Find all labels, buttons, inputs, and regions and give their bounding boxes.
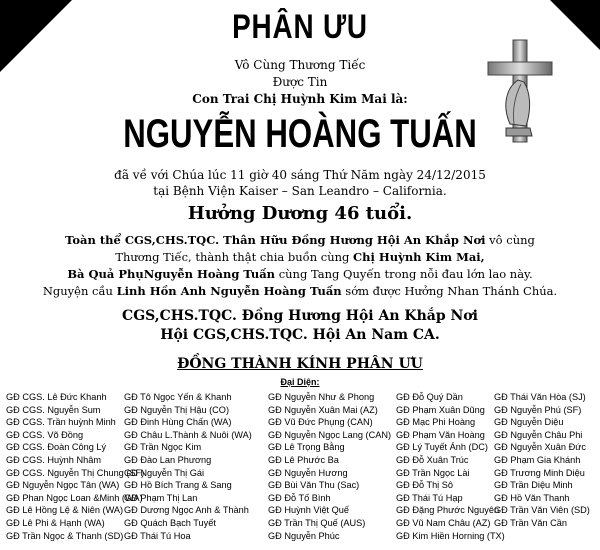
family-entry: GĐ Nguyễn Xuân Đức	[494, 442, 586, 453]
family-entry: GĐ Thái Tú Hoa	[124, 530, 191, 541]
family-entry: GĐ Vũ Nam Châu (AZ)	[396, 517, 491, 528]
family-entry: GĐ CGS. Nguyễn Sum	[6, 404, 101, 415]
family-entry: GĐ CGS. Đoàn Công Lý	[6, 442, 107, 453]
para-line2-pre: Thương Tiếc, thành thật chia buồn cùng	[115, 250, 354, 264]
group-heading: ĐỒNG THÀNH KÍNH PHÂN ƯU	[177, 356, 423, 372]
family-entry: GĐ Đỗ Tố Bình	[268, 492, 331, 503]
family-entry: GĐ Trần Văn Viên (SD)	[494, 505, 590, 516]
family-entry: GĐ Lê Trọng Bằng	[268, 442, 345, 453]
family-entry: GĐ Nguyễn Như & Phong	[268, 392, 375, 402]
para-line4-pre: Nguyện cầu	[42, 284, 117, 298]
family-entry: GĐ Đặng Phước Nguyên	[396, 505, 500, 516]
family-entry: GĐ Lý Tuyết Ánh (DC)	[396, 442, 488, 453]
family-entry: GĐ CGS. Huỳnh Nhâm	[6, 454, 101, 465]
family-entry: GĐ CGS. Nguyễn Thị Chung (SF)	[6, 467, 145, 478]
condolence-paragraph	[0, 232, 600, 300]
passing-line-1: đã về với Chúa lúc 11 giờ 40 sáng Thứ Năm ngày 24/12/2015	[114, 168, 486, 182]
intro-line-3: Con Trai Chị Huỳnh Kim Mai là:	[192, 92, 408, 106]
family-entry: GĐ Đinh Hùng Chấn (WA)	[124, 417, 232, 428]
family-entry: GĐ Đỗ Xuân Trúc	[396, 454, 469, 465]
family-entry: GĐ Đỗ Quý Dần	[396, 392, 463, 402]
notice-title: PHÂN ƯU	[232, 8, 368, 46]
representative-heading: Đại Diện:	[280, 377, 320, 387]
para-line3-rest: cùng Tang Quyến trong nỗi đau lớn lao này.	[275, 267, 533, 281]
family-entry: GĐ Nguyễn Châu Phi	[494, 429, 583, 440]
family-entry: GĐ Trần Diệu Minh	[494, 480, 573, 491]
family-entry: GĐ Hồ Bích Trang & Sang	[124, 480, 232, 491]
para-line4-rest: sớm được Hưởng Nhan Thánh Chúa.	[341, 284, 558, 298]
deceased-name: NGUYỄN HOÀNG TUẤN	[123, 112, 477, 156]
family-entry: GĐ Nguyễn Ngọc Lang (CAN)	[268, 429, 392, 440]
intro-line-2: Được Tin	[272, 75, 328, 89]
family-entry: GĐ Châu L.Thành & Nuôi (WA)	[124, 429, 252, 440]
family-entry: GĐ Huỳnh Việt Quế	[268, 505, 350, 516]
family-entry: GĐ CGS. Võ Đồng	[6, 429, 84, 440]
org-line-1: CGS,CHS.TQC. Đồng Hương Hội An Khắp Nơi	[122, 308, 478, 324]
family-entry: GĐ Bùi Văn Thu (Sac)	[268, 480, 360, 491]
family-entry: GĐ Nguyễn Ngọc Tân (WA)	[6, 480, 120, 491]
family-entry: GĐ Phạm Gia Khánh	[494, 454, 581, 465]
family-entry: GĐ Thái Văn Hòa (SJ)	[494, 392, 586, 402]
family-entry: GĐ Tô Ngọc Yến & Khanh	[124, 392, 232, 402]
family-entry: GĐ Nguyễn Thị Hậu (CO)	[124, 404, 230, 415]
family-entry: GĐ Quách Bạch Tuyết	[124, 517, 216, 528]
family-entry: GĐ Trương Minh Diệu	[494, 467, 585, 478]
org-line-2: Hội CGS,CHS.TQC. Hội An Nam CA.	[160, 327, 440, 343]
passing-line-2: tại Bệnh Viện Kaiser – San Leandro – California.	[153, 184, 447, 198]
family-entry: GĐ Lê Phước Ba	[268, 454, 339, 465]
family-entry: GĐ Nguyễn Hương	[268, 467, 348, 478]
para-line4-bold: Linh Hồn Anh Nguyễn Hoàng Tuấn	[116, 284, 342, 298]
family-entry: GĐ Trần Ngọc & Thanh (SD)	[6, 530, 124, 541]
family-entry: GĐ Trần Văn Cần	[494, 517, 568, 528]
para-line3-bold: Bà Quả PhụNguyễn Hoàng Tuấn	[67, 267, 276, 281]
family-entry: GĐ Phan Ngọc Loan &Minh (WA)	[6, 492, 143, 503]
family-column-2	[124, 391, 252, 542]
family-entry: GĐ Nguyễn Thị Gái	[124, 467, 205, 478]
family-entry: GĐ Nguyễn Diệu	[494, 417, 564, 428]
family-entry: GĐ Nguyễn Phúc	[268, 530, 340, 541]
family-entry: GĐ Đào Lan Phương	[124, 454, 212, 465]
age-line: Hưởng Dương 46 tuổi.	[187, 203, 413, 224]
para-line1-rest: vô cùng	[485, 233, 535, 247]
family-entry: GĐ Phạm Xuân Dũng	[396, 404, 485, 415]
family-entry: GĐ Phạm Thị Lan	[124, 492, 198, 503]
family-entry: GĐ CGS. Lê Đức Khanh	[6, 392, 107, 402]
para-line1-bold: Toàn thể CGS,CHS.TQC. Thân Hữu Đồng Hương Hội An Khắp Nơi	[65, 233, 486, 247]
family-column-4	[396, 391, 505, 542]
family-entry: GĐ Nguyễn Xuân Mai (AZ)	[268, 404, 378, 415]
family-column-3	[268, 391, 391, 542]
para-line2-bold: Chị Huỳnh Kim Mai,	[353, 250, 485, 264]
family-entry: GĐ Dương Ngọc Anh & Thành	[124, 505, 249, 516]
family-entry: GĐ Mạc Phi Hoàng	[396, 417, 476, 428]
family-entry: GĐ Đỗ Thị Sô	[396, 480, 454, 491]
family-entry: GĐ Kim Hiền Horning (TX)	[396, 530, 505, 541]
family-entry: GĐ Lê Phi & Hạnh (WA)	[6, 517, 105, 528]
family-entry: GĐ CGS. Trần huỳnh Minh	[6, 417, 116, 428]
family-entry: GĐ Trần Ngọc Lài	[396, 467, 470, 478]
family-entry: GĐ Trần Thị Quế (AUS)	[268, 517, 366, 528]
family-entry: GĐ Thái Tú Hạp	[396, 492, 463, 503]
family-entry: GĐ Vũ Đức Phụng (CAN)	[268, 417, 373, 428]
family-entry: GĐ Phạm Văn Hoàng	[396, 429, 485, 440]
family-column-5	[494, 391, 590, 530]
family-entry: GĐ Trần Ngọc Kim	[124, 442, 202, 453]
family-entry: GĐ Lê Hồng Lệ & Niên (WA)	[6, 505, 124, 516]
family-entry: GĐ Hồ Văn Thanh	[494, 492, 570, 503]
family-entry: GĐ Nguyễn Phú (SF)	[494, 404, 582, 415]
family-list	[6, 391, 598, 547]
intro-line-1: Vô Cùng Thương Tiếc	[234, 58, 366, 72]
